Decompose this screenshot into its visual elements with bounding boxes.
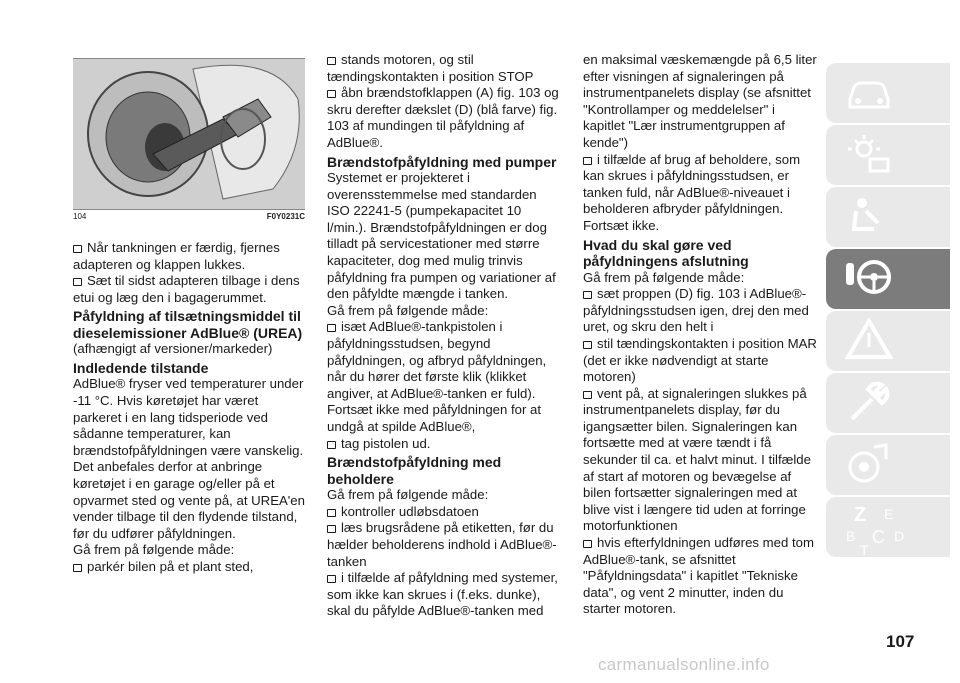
list-item: vent på, at signaleringen slukkes på instrumentpanelets display, før du igangsætter bilen. Signaleringen kan fortsætte med at være tændt i få sekunder til ca. et halvt minut. I tilfælde af start af motoren og bevægelse af bilen fortsætter signaleringen med at blive vist i længere tid uden at forringe motorfunktionen bbox=[583, 386, 817, 535]
section-heading: Brændstofpåfyldning med beholdere bbox=[327, 454, 502, 487]
column-1 bbox=[73, 240, 305, 576]
figure-number: 104 bbox=[73, 212, 87, 221]
list-item: tag pistolen ud. bbox=[327, 436, 563, 453]
key-steering-icon bbox=[844, 255, 894, 303]
paragraph: Gå frem på følgende måde: bbox=[327, 302, 489, 318]
list-item: Sæt til sidst adapteren tilbage i dens etui og læg den i bagagerummet. bbox=[73, 273, 305, 306]
chapter-tab-emergency[interactable] bbox=[826, 311, 950, 371]
paragraph: Systemet er projekteret i overensstemmelse med standarden ISO 22241-5 (pumpekapacitet 10 l/min.). Brændstofpåfyldningen er dog tilladt på servicestationer med større kapaciteter, dog med mulig trinvis påfyldning fra pumpen og variationer af den påfyldte mængde i tanken. bbox=[327, 170, 556, 302]
page-number: 107 bbox=[886, 632, 915, 651]
paragraph: Gå frem på følgende måde: bbox=[73, 542, 235, 558]
section-heading: Påfyldning af tilsætningsmiddel til dieselemissioner AdBlue® (UREA) bbox=[73, 308, 303, 341]
index-letter: C bbox=[872, 527, 885, 547]
index-letter: B bbox=[846, 528, 856, 544]
paragraph: AdBlue® fryser ved temperaturer under -11 °C. Hvis køretøjet har været parkeret i en lang tidsperiode ved sådanne temperaturer, kan brændstofpåfyldningen være vanskelig. Det anbefales derfor at anbringe køretøjet i en garage og/eller på et opvarmet sted og vente på, at UREA'en vender tilbage til den flydende tilstand, før du udfører påfyldningen. bbox=[73, 376, 305, 541]
car-icon bbox=[844, 69, 894, 117]
index-letter: E bbox=[884, 506, 894, 522]
chapter-tab-index[interactable] bbox=[826, 497, 950, 557]
column-3 bbox=[583, 52, 817, 618]
section-heading: Brændstofpåfyldning med pumper bbox=[327, 153, 557, 170]
figure-caption bbox=[73, 212, 305, 221]
paragraph: Gå frem på følgende måde: bbox=[327, 487, 489, 503]
chapter-tab-maintenance[interactable] bbox=[826, 373, 950, 433]
section-heading: Hvad du skal gøre ved påfyldningens afslutning bbox=[583, 236, 749, 270]
watermark: carmanualsonline.info bbox=[598, 655, 770, 674]
section-subtitle: (afhængigt af versioner/markeder) bbox=[73, 341, 273, 357]
chapter-tab-multimedia[interactable] bbox=[826, 435, 950, 495]
index-letter: Z bbox=[854, 504, 867, 526]
list-item: isæt AdBlue®-tankpistolen i påfyldningsstudsen, begynd påfyldningen, og afbryd påfyldningen, når du hører det første klik (klikket angiver, at AdBlue®-tanken er fuld). Fortsæt ikke med påfyldningen for at undgå at spilde AdBlue®, bbox=[327, 319, 563, 435]
index-letter: D bbox=[894, 528, 905, 544]
section-heading: Indledende tilstande bbox=[73, 359, 209, 376]
column-2 bbox=[327, 52, 563, 620]
list-item: parkér bilen på et plant sted, bbox=[73, 559, 305, 576]
chapter-tab-starting-driving[interactable] bbox=[826, 249, 950, 309]
chapter-tab-car[interactable] bbox=[826, 63, 950, 123]
chapter-tab-warning-lights[interactable] bbox=[826, 125, 950, 185]
figure-104 bbox=[73, 58, 305, 210]
list-item: læs brugsrådene på etiketten, før du hælder beholderens indhold i AdBlue®-tanken bbox=[327, 520, 563, 570]
warning-triangle-icon bbox=[844, 317, 894, 365]
chapter-tab-safety[interactable] bbox=[826, 187, 950, 247]
multimedia-icon bbox=[844, 441, 894, 489]
list-item: i tilfælde af påfyldning med systemer, som ikke kan skrues i (f.eks. dunke), skal du påfylde AdBlue®-tanken med bbox=[327, 570, 563, 620]
list-item: i tilfælde af brug af beholdere, som kan skrues i påfyldningsstudsen, er tanken fuld, når AdBlue®-niveauet i beholderen afbryder påfyldningen. Fortsæt ikke. bbox=[583, 152, 817, 235]
seat-safety-icon bbox=[844, 193, 894, 241]
paragraph: en maksimal væskemængde på 6,5 liter efter visningen af signaleringen på instrumentpanelets display (se afsnittet "Kontrollamper og meddelelser" i kapitlet "Lær instrumentgruppen af kende") bbox=[583, 52, 817, 150]
list-item: stands motoren, og stil tændingskontakten i position STOP bbox=[327, 52, 563, 85]
list-item: kontroller udløbsdatoen bbox=[327, 504, 563, 521]
list-item: Når tankningen er færdig, fjernes adapteren og klappen lukkes. bbox=[73, 240, 305, 273]
list-item: hvis efterfyldningen udføres med tom AdBlue®-tank, se afsnittet "Påfyldningsdata" i kapitlet "Tekniske data", og vent 2 minutter, inden du starter motoren. bbox=[583, 535, 817, 618]
list-item: stil tændingskontakten i position MAR (det er ikke nødvendigt at starte motoren) bbox=[583, 335, 817, 385]
figure-code: F0Y0231C bbox=[266, 212, 305, 221]
paragraph: Gå frem på følgende måde: bbox=[583, 269, 745, 285]
warning-lights-icon bbox=[844, 131, 894, 179]
index-letter: T bbox=[860, 542, 869, 557]
list-item: åbn brændstofklappen (A) fig. 103 og skru derefter dækslet (D) (blå farve) fig. 103 af mundingen til påfyldning af AdBlue®. bbox=[327, 85, 563, 151]
service-wrench-icon bbox=[844, 379, 894, 427]
index-letters-icon bbox=[844, 501, 914, 557]
list-item: sæt proppen (D) fig. 103 i AdBlue®-påfyldningsstudsen igen, drej den med uret, og skru den helt i bbox=[583, 286, 817, 336]
